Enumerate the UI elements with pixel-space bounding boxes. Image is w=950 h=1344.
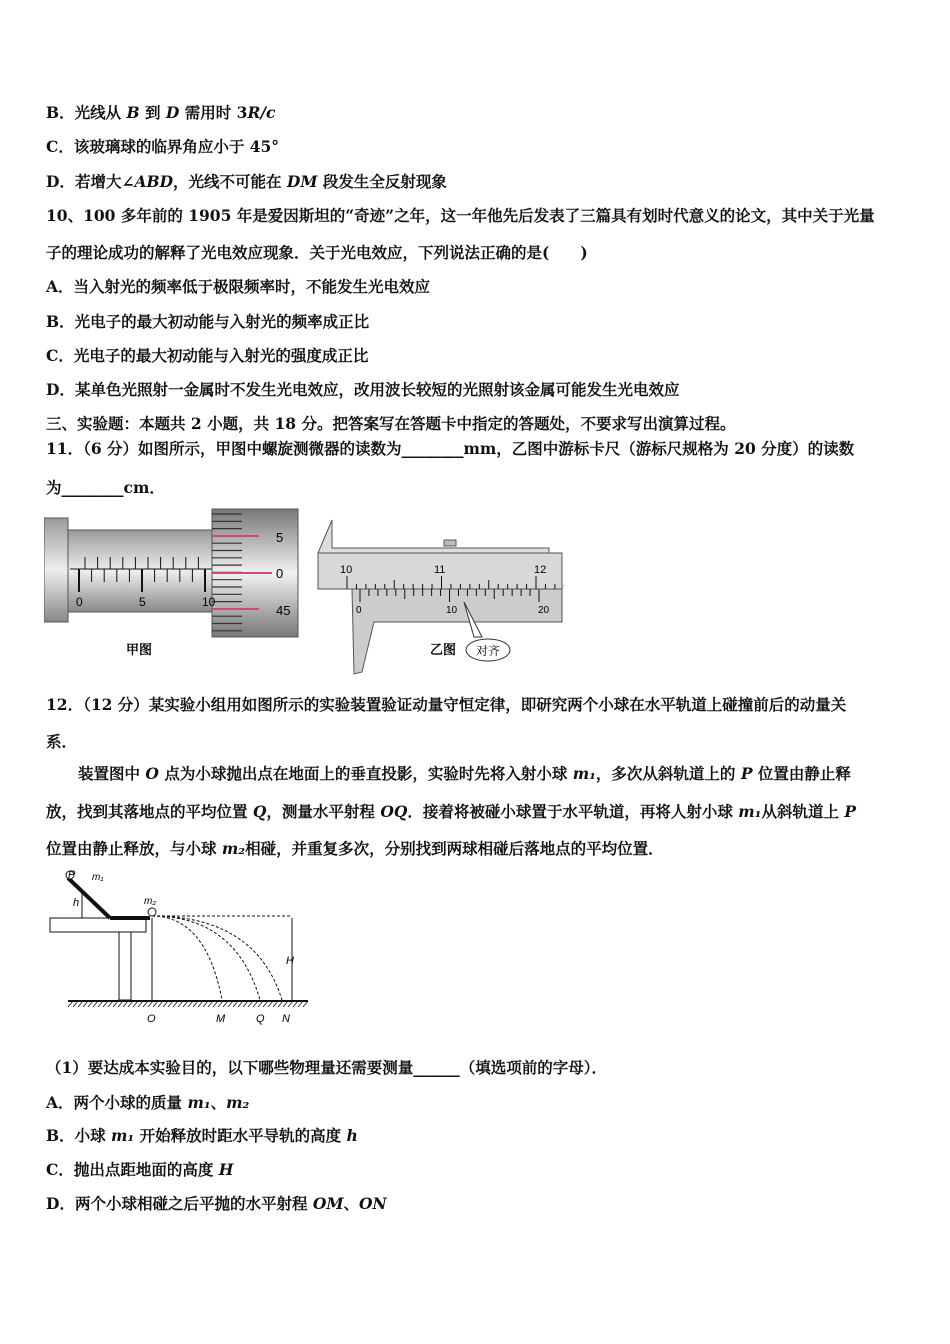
math-symbol: DM — [286, 172, 318, 191]
math-symbol: OM — [312, 1194, 344, 1213]
text-segment: 放，找到其落地点的平均位置 — [46, 802, 253, 821]
label-m2: m₂ — [144, 896, 157, 907]
text-line — [46, 478, 165, 498]
text-segment: ，光线不可能在 — [173, 172, 287, 191]
main-scale-label: 11 — [434, 564, 446, 576]
math-symbol: m₁ — [738, 802, 762, 821]
text-line — [46, 312, 369, 332]
main-scale-label: 10 — [202, 595, 216, 609]
text-line — [46, 346, 368, 366]
text-segment: 12．（12 分）某实验小组用如图所示的实验装置验证动量守恒定律，即研究两个小球在水平轨道上碰撞前后的动量关 — [46, 695, 847, 714]
math-symbol: P — [740, 764, 753, 783]
text-line — [46, 137, 279, 157]
thimble-label: 5 — [276, 530, 284, 545]
text-segment: 子的理论成功的解释了光电效应现象．关于光电效应，下列说法正确的是( ) — [46, 243, 588, 262]
text-line — [46, 1093, 249, 1113]
text-segment: 点为小球抛出点在地面上的垂直投影，实验时先将入射小球 — [158, 764, 573, 783]
text-segment: ，多次从斜轨道上的 — [595, 764, 741, 783]
text-segment: C．该玻璃球的临界角应小于 45° — [46, 137, 280, 156]
math-symbol: O — [145, 764, 159, 783]
main-scale-label: 5 — [139, 595, 146, 609]
vernier-label: 10 — [446, 605, 458, 616]
text-line — [46, 243, 588, 263]
text-segment: D．某单色光照射一金属时不发生光电效应，改用波长较短的光照射该金属可能发生光电效应 — [46, 380, 680, 399]
label-P: P — [68, 869, 76, 881]
vernier-label: 0 — [356, 605, 362, 616]
thimble-label: 45 — [276, 603, 291, 618]
text-line — [46, 695, 846, 715]
math-symbol: m₁ — [111, 1126, 135, 1145]
text-line — [46, 1126, 358, 1146]
text-line — [46, 439, 854, 459]
text-segment: A．当入射光的频率低于极限频率时，不能发生光电效应 — [46, 277, 431, 296]
math-symbol: D — [165, 103, 180, 122]
text-line — [46, 206, 875, 226]
text-line — [46, 1058, 607, 1078]
text-segment: 、 — [343, 1194, 360, 1213]
text-segment: ．接着将被碰小球置于水平轨道，再将人射小球 — [407, 802, 739, 821]
text-line — [46, 103, 275, 123]
text-segment: 需用时 3 — [179, 103, 248, 122]
math-symbol: H — [218, 1160, 234, 1179]
label-N: N — [282, 1013, 290, 1025]
collision-apparatus-figure — [46, 866, 316, 1031]
text-line — [46, 277, 430, 297]
figure-caption: 乙图 — [430, 642, 457, 657]
text-segment: 三、实验题：本题共 2 小题，共 18 分。把答案写在答题卡中指定的答题处，不要求写出演算过程。 — [46, 414, 736, 433]
figure-caption: 甲图 — [126, 642, 153, 657]
text-line — [78, 764, 851, 784]
text-segment: D．两个小球相碰之后平抛的水平射程 — [46, 1194, 313, 1213]
text-segment: C．光电子的最大初动能与入射光的强度成正比 — [46, 346, 369, 365]
vernier-caliper-figure — [314, 512, 564, 682]
label-H: H — [286, 955, 294, 967]
math-symbol: m₁ — [572, 764, 596, 783]
math-symbol: h — [346, 1126, 358, 1145]
label-m1: m₁ — [92, 872, 104, 883]
text-segment: D．若增大∠ — [46, 172, 135, 191]
text-segment: ，测量水平射程 — [266, 802, 381, 821]
text-segment: 从斜轨道上 — [761, 802, 845, 821]
main-scale-label: 10 — [340, 564, 353, 576]
text-segment: 位置由静止释放，与小球 — [46, 839, 222, 858]
text-segment: 到 — [139, 103, 166, 122]
text-line — [46, 1194, 387, 1214]
thimble-label: 0 — [276, 566, 284, 581]
math-symbol: Q — [252, 802, 267, 821]
label-h: h — [73, 897, 80, 909]
callout-label: 对齐 — [476, 644, 501, 658]
math-symbol: OQ — [380, 802, 408, 821]
math-symbol: P — [844, 802, 857, 821]
text-segment: 、 — [210, 1093, 227, 1112]
label-O: O — [147, 1013, 156, 1025]
text-line — [46, 839, 664, 859]
text-segment: B．光线从 — [46, 103, 127, 122]
label-M: M — [216, 1013, 226, 1025]
vernier-label: 20 — [538, 605, 550, 616]
text-segment: B．光电子的最大初动能与入射光的频率成正比 — [46, 312, 370, 331]
math-symbol: m₂ — [221, 839, 246, 858]
label-Q: Q — [256, 1013, 265, 1025]
text-segment: （1）要达成本实验目的，以下哪些物理量还需要测量______（填选项前的字母）． — [46, 1058, 608, 1077]
text-line — [46, 732, 77, 752]
text-segment: 相碰，并重复多次，分别找到两球相碰后落地点的平均位置． — [245, 839, 664, 858]
text-segment: 11．（6 分）如图所示，甲图中螺旋测微器的读数为________mm，乙图中游标卡尺（游标尺规格为 20 分度）的读数 — [46, 439, 855, 458]
text-segment: B．小球 — [46, 1126, 111, 1145]
math-symbol: m₁ — [187, 1093, 211, 1112]
math-symbol: ON — [359, 1194, 387, 1213]
text-segment: A．两个小球的质量 — [46, 1093, 188, 1112]
math-symbol: m₂ — [226, 1093, 250, 1112]
text-segment: 段发生全反射现象 — [317, 172, 447, 191]
text-segment: 10、100 多年前的 1905 年是爱因斯坦的“奇迹”之年，这一年他先后发表了三篇具有划时代意义的论文，其中关于光量 — [46, 206, 875, 225]
text-line — [46, 1160, 233, 1180]
text-segment: 位置由静止释 — [752, 764, 851, 783]
main-scale-label: 12 — [534, 564, 547, 576]
math-symbol: B — [126, 103, 140, 122]
math-symbol: ABD — [134, 172, 174, 191]
text-line — [46, 172, 447, 192]
text-line — [46, 380, 679, 400]
text-segment: 开始释放时距水平导轨的高度 — [134, 1126, 347, 1145]
text-line — [46, 414, 735, 434]
micrometer-figure — [44, 506, 306, 666]
main-scale-label: 0 — [76, 595, 83, 609]
math-symbol: R/c — [247, 103, 276, 122]
text-segment: 系． — [46, 732, 78, 751]
text-line — [46, 802, 856, 822]
text-segment: 装置图中 — [78, 764, 146, 783]
text-segment: 为________cm． — [46, 478, 165, 497]
text-segment: C．抛出点距地面的高度 — [46, 1160, 219, 1179]
